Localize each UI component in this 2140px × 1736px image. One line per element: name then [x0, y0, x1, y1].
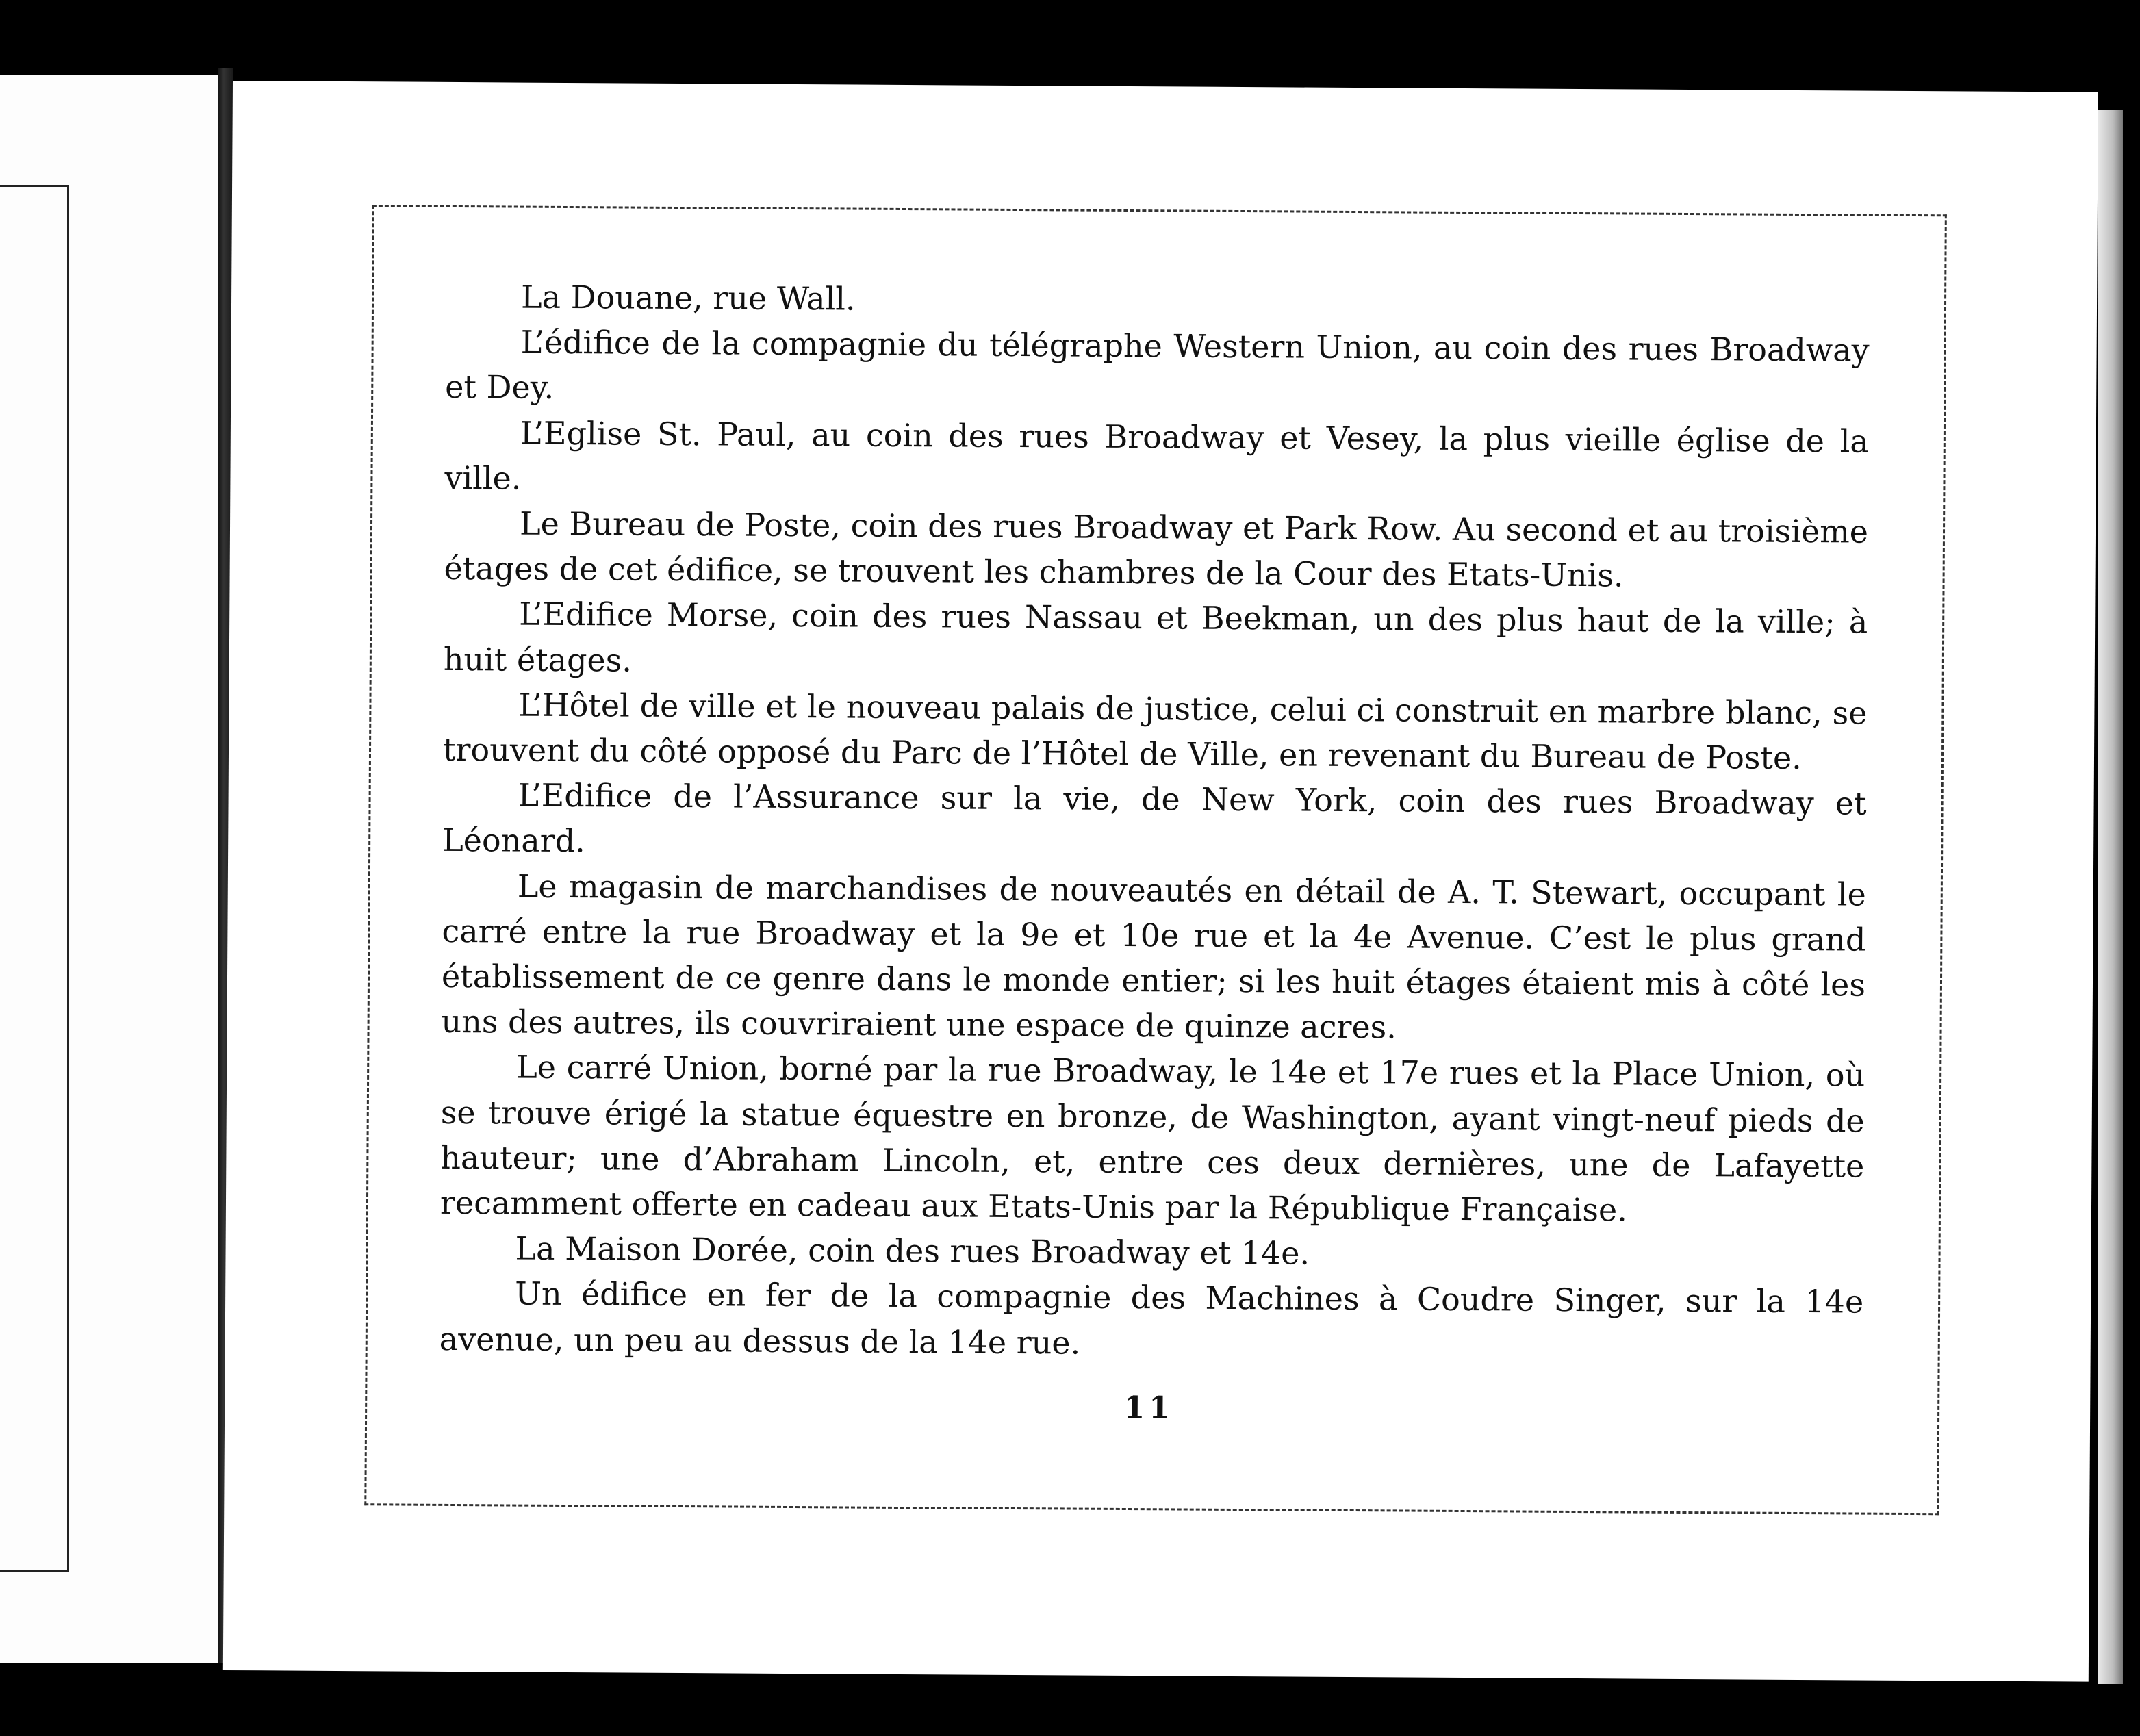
paragraph-hotel-de-ville: L’Hôtel de ville et le nouveau palais de justice, celui ci construit en marbre blanc, se trouvent du côté opposé du Parc de l’Hôtel de Ville, en revenant du Bureau de Poste.: [442, 686, 1868, 777]
page-edge: [2098, 110, 2123, 1684]
paragraph-maison-doree: La Maison Dorée, coin des rues Broadway et 14e.: [515, 1229, 1310, 1272]
paragraph-carre-union: Le carré Union, borné par la rue Broadway, le 14e et 17e rues et la Place Union, où se trouve érigé la statue équestre en bronze, de Washington, ayant vingt-neuf pieds de hauteur; une d’Abraham Lincoln, et, entre ces deux dernières, une de Lafayette recamment offerte en cadeau aux Etats-Unis par la République Française.: [440, 1049, 1865, 1229]
page-number: 11: [1123, 1390, 1174, 1426]
paragraph-bureau-de-poste: Le Bureau de Poste, coin des rues Broadway et Park Row. Au second et au troisième étages de cet édifice, se trouvent les chambres de la Cour des Etats-Unis.: [444, 505, 1869, 594]
paragraph-stewart: Le magasin de marchandises de nouveautés en détail de A. T. Stewart, occupant le carré entre la rue Broadway et la 9e et 10e rue et la 4e Avenue. C’est le plus grand établissement de ce genre dans le monde entier; si les huit étages étaient mis à côté les uns des autres, ils couvriraient une espace de quinze acres.: [441, 867, 1866, 1046]
paragraph-eglise-st-paul: L’Eglise St. Paul, au coin des rues Broadway et Vesey, la plus vieille église de la ville.: [444, 414, 1869, 497]
left-page-frame: [0, 185, 69, 1572]
paragraph-western-union: L’édifice de la compagnie du télégraphe Western Union, au coin des rues Broadway et Dey.: [445, 323, 1870, 407]
right-page: [223, 81, 2098, 1682]
paragraph-edifice-morse: L’Edifice Morse, coin des rues Nassau et Beekman, un des plus haut de la ville; à huit étages.: [443, 595, 1868, 679]
left-page: [0, 75, 218, 1663]
paragraph-douane: La Douane, rue Wall.: [520, 278, 856, 318]
paragraph-assurance-vie: L’Edifice de l’Assurance sur la vie, de New York, coin des rues Broadway et Léonard.: [442, 776, 1867, 860]
paragraph-singer: Un édifice en fer de la compagnie des Machines à Coudre Singer, sur la 14e avenue, un peu au dessus de la 14e rue.: [439, 1275, 1864, 1362]
page-body-text: [440, 274, 1870, 1370]
